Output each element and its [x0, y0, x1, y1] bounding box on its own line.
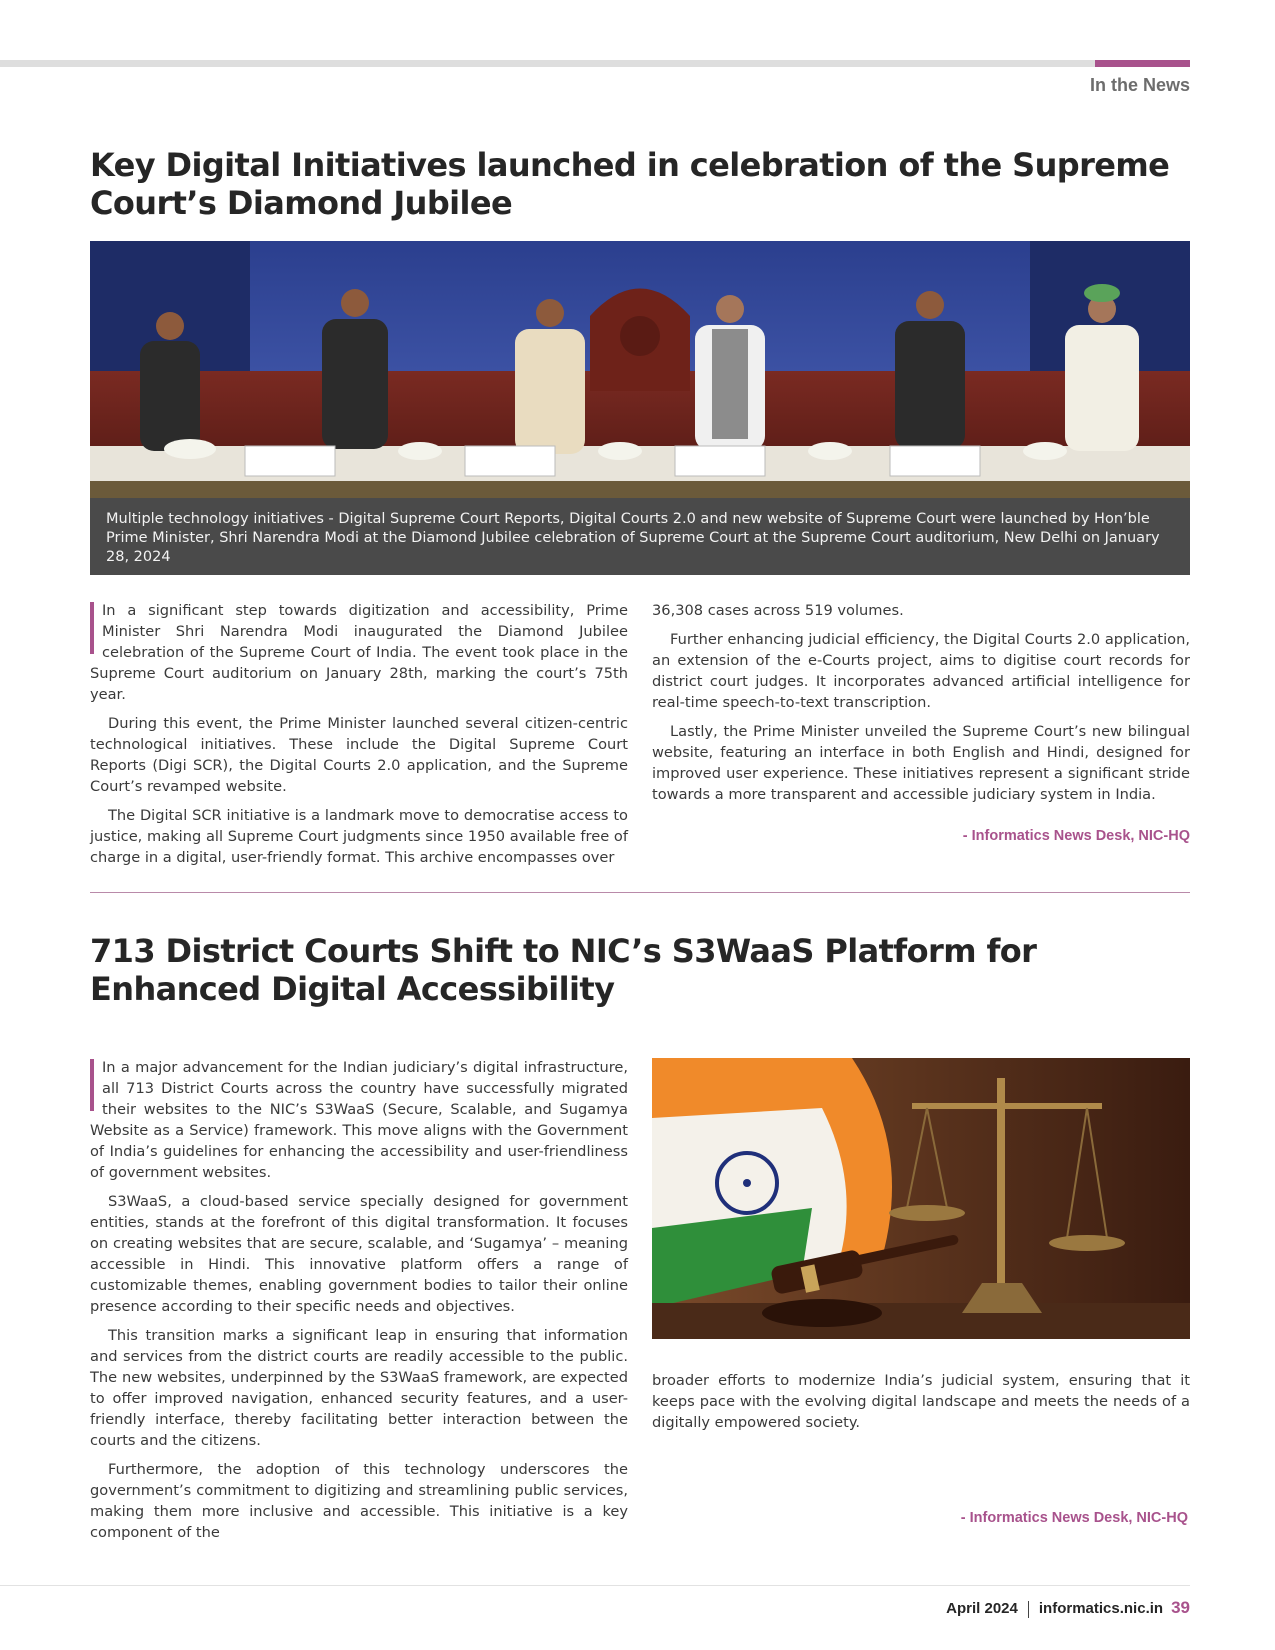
article1-paragraph: Lastly, the Prime Minister unveiled the Supreme Court’s new bilingual website, featuring an interface in both English and Hindi, designed for improved user experience. These initiatives represent a significant stride towards a more transparent and accessible judiciary system in India. [652, 723, 1190, 803]
photo-caption: Multiple technology initiatives - Digital Supreme Court Reports, Digital Courts 2.0 and new website of Supreme Court were launched by Hon’ble Prime Minister, Shri Narendra Modi at the Diamond Jubilee celebration of Supreme Court at the Supreme Court auditorium, New Delhi on January 28, 2024 [90, 498, 1190, 575]
article-divider [90, 892, 1190, 893]
article1-column-left [90, 600, 628, 876]
page-number: 39 [1171, 1598, 1190, 1617]
footer-date: April 2024 [946, 1600, 1018, 1617]
dropcap-bar [90, 1059, 94, 1111]
footer-rule [0, 1585, 1190, 1586]
article1-byline: - Informatics News Desk, NIC-HQ [962, 828, 1190, 844]
footer-separator [1028, 1601, 1029, 1618]
article1-paragraph: The Digital SCR initiative is a landmark move to democratise access to justice, making all Supreme Court judgments since 1950 available free of charge in a digital, user-friendly format. This archive encompasses over [90, 807, 628, 866]
article2-paragraph: Furthermore, the adoption of this technology underscores the government’s commitment to digitizing and streamlining public services, making them more inclusive and accessible. This initiative is a key component of the [90, 1461, 628, 1541]
footer [900, 1598, 1190, 1618]
article2-paragraph: S3WaaS, a cloud-based service specially designed for government entities, stands at the forefront of this digital transformation. It focuses on creating websites that are secure, scalable, and ‘Sugamya’ – meaning accessible in Hindi. This innovative platform offers a range of customizable themes, enabling government bodies to tailor their online presence according to their specific needs and objectives. [90, 1193, 628, 1315]
header-accent-bar [1095, 60, 1190, 67]
footer-site-link[interactable]: informatics.nic.in [1038, 1600, 1164, 1617]
article1-paragraph: Further enhancing judicial efficiency, the Digital Courts 2.0 application, an extension of the e-Courts project, aims to digitise court records for district court judges. It incorporates advanced artificial intelligence for real-time speech-to-text transcription. [652, 631, 1190, 711]
article1-column-right [652, 600, 1190, 813]
article1-paragraph: During this event, the Prime Minister launched several citizen-centric technological initiatives. These include the Digital Supreme Court Reports (Digi SCR), the Digital Courts 2.0 application, and the Supreme Court’s revamped website. [90, 715, 628, 795]
article2-byline: - Informatics News Desk, NIC-HQ [960, 1510, 1188, 1526]
article1-paragraph: 36,308 cases across 519 volumes. [652, 602, 904, 619]
article1-paragraph: In a significant step towards digitization and accessibility, Prime Minister Shri Narendra Modi inaugurated the Diamond Jubilee celebration of the Supreme Court of India. The event took place in the Supreme Court auditorium on January 28th, marking the court’s 75th year. [90, 602, 628, 703]
article2-column-right [652, 1370, 1190, 1441]
section-label: In the News [1089, 75, 1190, 95]
article2-paragraph: This transition marks a significant leap in ensuring that information and services from the district courts are readily accessible to the public. The new websites, underpinned by the S3WaaS framework, are expected to offer improved navigation, enhanced security features, and a user-friendly interface, thereby facilitating better interaction between the courts and the citizens. [90, 1327, 628, 1449]
article2-paragraph: broader efforts to modernize India’s judicial system, ensuring that it keeps pace with the evolving digital landscape and meets the needs of a digitally empowered society. [652, 1372, 1190, 1431]
header-rule [0, 60, 1190, 67]
flag-gavel-scales-photo [652, 1058, 1190, 1339]
diamond-jubilee-photo [90, 241, 1190, 498]
article1-title: Key Digital Initiatives launched in celebration of the Supreme Court’s Diamond Jubilee [90, 146, 1170, 222]
article2-column-left [90, 1057, 628, 1551]
article2-paragraph: In a major advancement for the Indian judiciary’s digital infrastructure, all 713 District Courts across the country have successfully migrated their websites to the NIC’s S3WaaS (Secure, Scalable, and Sugamya Website as a Service) framework. This move aligns with the Government of India’s guidelines for enhancing the accessibility and user-friendliness of government websites. [90, 1059, 628, 1181]
article2-title: 713 District Courts Shift to NIC’s S3WaaS Platform for Enhanced Digital Accessibility [90, 932, 1037, 1008]
dropcap-bar [90, 602, 94, 654]
